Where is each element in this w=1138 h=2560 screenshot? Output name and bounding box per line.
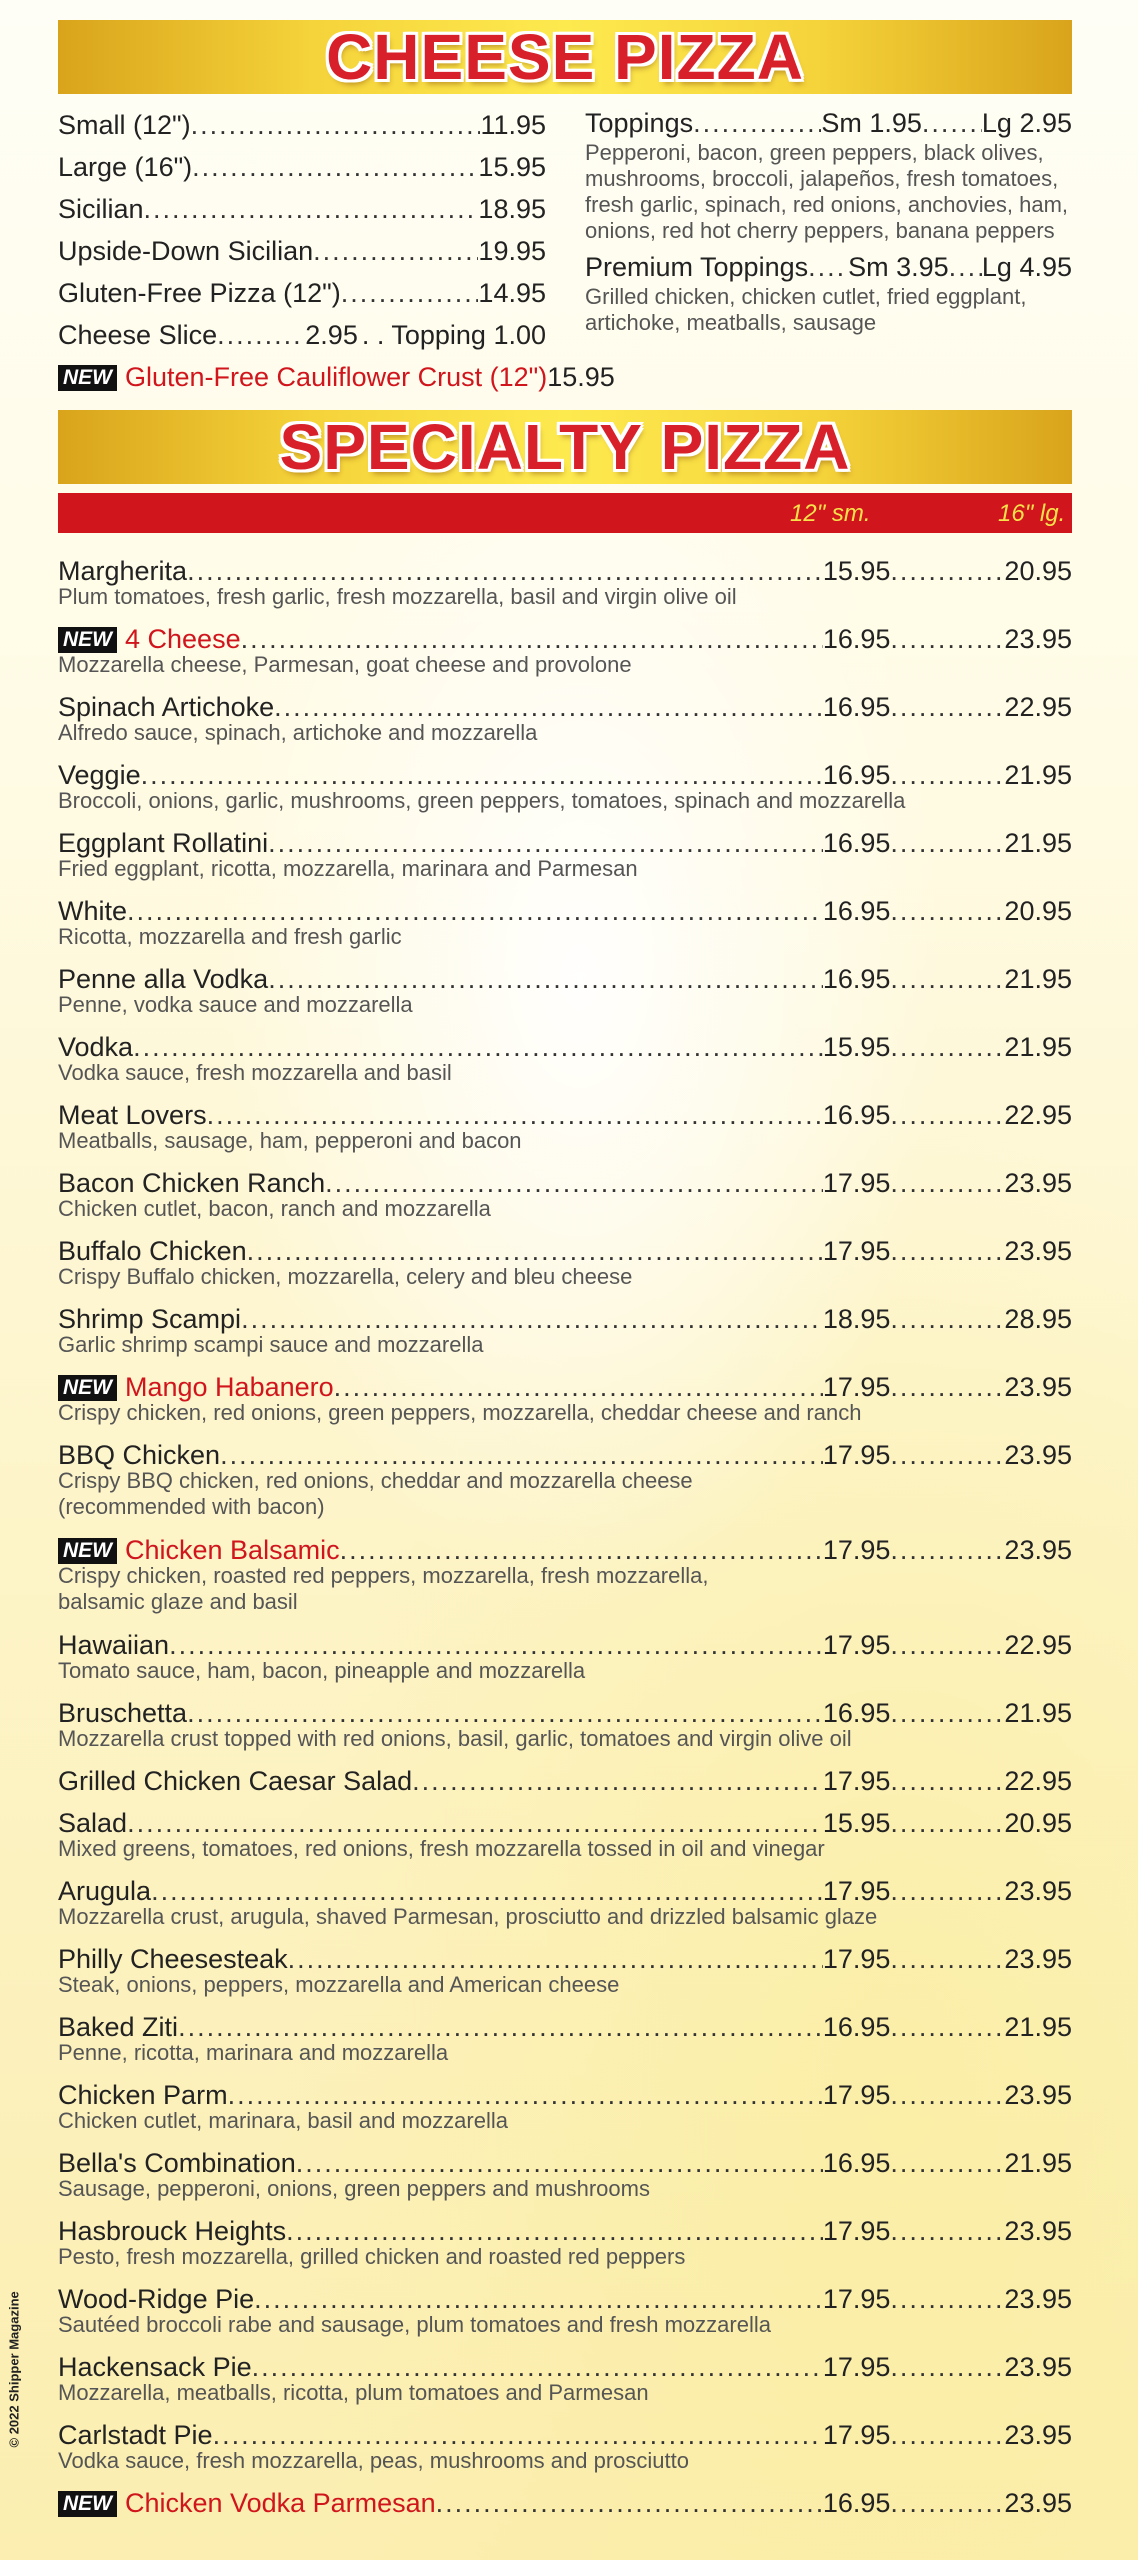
small-price: 17.95 — [822, 2420, 891, 2450]
item-description: Sautéed broccoli rabe and sausage, plum tomatoes and fresh mozzarella — [58, 2312, 771, 2337]
new-badge: NEW — [58, 627, 117, 653]
item-name: Arugula — [58, 1876, 152, 1906]
large-price: 23.95 — [1004, 624, 1072, 654]
item-description: Plum tomatoes, fresh garlic, fresh mozzarella, basil and virgin olive oil — [58, 584, 737, 609]
small-price: 16.95 — [822, 1698, 891, 1728]
small-price: 17.95 — [822, 1630, 891, 1660]
menu-item-row — [58, 194, 546, 226]
item-price: 18.95 — [478, 194, 546, 224]
small-price: 15.95 — [822, 1808, 891, 1838]
new-badge: NEW — [58, 1538, 117, 1564]
large-price: 21.95 — [1004, 2148, 1072, 2178]
item-name: Upside-Down Sicilian — [58, 236, 314, 266]
premium-toppings-row — [585, 252, 1072, 284]
item-name: Chicken Balsamic — [125, 1535, 340, 1565]
item-description: Crispy BBQ chicken, red onions, cheddar and mozzarella cheese — [58, 1468, 693, 1493]
item-name: Large (16") — [58, 152, 193, 182]
item-name: Chicken Vodka Parmesan — [125, 2488, 436, 2518]
item-name: Bacon Chicken Ranch — [58, 1168, 326, 1198]
item-name: Cheese Slice — [58, 320, 218, 350]
item-name: Buffalo Chicken — [58, 1236, 247, 1266]
small-price: 16.95 — [822, 760, 891, 790]
specialty-item-row — [58, 1766, 1072, 1798]
item-name: Spinach Artichoke — [58, 692, 275, 722]
large-price: 23.95 — [1004, 2284, 1072, 2314]
small-price: 17.95 — [822, 2216, 891, 2246]
large-price: 21.95 — [1004, 2012, 1072, 2042]
item-price: 19.95 — [478, 236, 546, 266]
item-name: Veggie — [58, 760, 141, 790]
item-name: Vodka — [58, 1032, 134, 1062]
item-name: Eggplant Rollatini — [58, 828, 269, 858]
item-name: Sicilian — [58, 194, 144, 224]
item-name: Bruschetta — [58, 1698, 188, 1728]
large-price: 21.95 — [1004, 760, 1072, 790]
large-price: 23.95 — [1004, 1535, 1072, 1565]
item-name: Grilled Chicken Caesar Salad — [58, 1766, 413, 1796]
specialty-pizza-title: SPECIALTY PIZZA — [279, 411, 851, 483]
small-price: 17.95 — [822, 1535, 891, 1565]
small-price: 16.95 — [822, 1100, 891, 1130]
small-price: 16.95 — [822, 624, 891, 654]
premium-toppings-title: Premium Toppings — [585, 252, 809, 282]
item-name: Gluten-Free Pizza (12") — [58, 278, 341, 308]
menu-item-row — [58, 278, 546, 310]
large-price: 23.95 — [1004, 1236, 1072, 1266]
large-price: 22.95 — [1004, 692, 1072, 722]
toppings-lg-price: Lg 2.95 — [981, 108, 1072, 138]
item-description: Pesto, fresh mozzarella, grilled chicken and roasted red peppers — [58, 2244, 686, 2269]
item-description: Crispy chicken, roasted red peppers, mozzarella, fresh mozzarella, — [58, 1563, 709, 1588]
item-description: Sausage, pepperoni, onions, green peppers and mushrooms — [58, 2176, 650, 2201]
menu-item-row — [58, 362, 615, 394]
item-name: Bella's Combination — [58, 2148, 296, 2178]
large-price: 23.95 — [1004, 2080, 1072, 2110]
item-description: Mozzarella cheese, Parmesan, goat cheese and provolone — [58, 652, 632, 677]
small-price: 17.95 — [822, 1944, 891, 1974]
item-name: Penne alla Vodka — [58, 964, 269, 994]
item-price: 2.95 — [305, 320, 358, 350]
item-name: Carlstadt Pie — [58, 2420, 213, 2450]
item-name: White — [58, 896, 128, 926]
large-price: 21.95 — [1004, 1698, 1072, 1728]
item-name: Wood-Ridge Pie — [58, 2284, 255, 2314]
small-price: 17.95 — [822, 1372, 891, 1402]
menu-item-row — [58, 110, 546, 142]
size-header-bar — [58, 493, 1072, 533]
item-description: Chicken cutlet, bacon, ranch and mozzarella — [58, 1196, 491, 1221]
item-description: Crispy Buffalo chicken, mozzarella, celery and bleu cheese — [58, 1264, 633, 1289]
item-description: Vodka sauce, fresh mozzarella, peas, mushrooms and prosciutto — [58, 2448, 689, 2473]
toppings-sm-price: Sm 1.95 — [821, 108, 922, 138]
large-price: 20.95 — [1004, 1808, 1072, 1838]
large-price: 22.95 — [1004, 1630, 1072, 1660]
item-name: Hackensack Pie — [58, 2352, 252, 2382]
item-description: Garlic shrimp scampi sauce and mozzarella — [58, 1332, 484, 1357]
item-name: Meat Lovers — [58, 1100, 207, 1130]
large-price: 28.95 — [1004, 1304, 1072, 1334]
item-name: BBQ Chicken — [58, 1440, 221, 1470]
item-description: Alfredo sauce, spinach, artichoke and mozzarella — [58, 720, 538, 745]
large-price: 21.95 — [1004, 964, 1072, 994]
small-price: 17.95 — [822, 2080, 891, 2110]
premium-toppings-lg-price: Lg 4.95 — [981, 252, 1072, 282]
large-price: 21.95 — [1004, 1032, 1072, 1062]
small-price: 17.95 — [822, 1168, 891, 1198]
small-price: 16.95 — [822, 692, 891, 722]
item-name: Hawaiian — [58, 1630, 170, 1660]
large-price: 23.95 — [1004, 2216, 1072, 2246]
large-price: 23.95 — [1004, 1440, 1072, 1470]
item-description: Steak, onions, peppers, mozzarella and American cheese — [58, 1972, 620, 1997]
item-price: 11.95 — [480, 110, 546, 140]
large-price: 23.95 — [1004, 2352, 1072, 2382]
item-name: Philly Cheesesteak — [58, 1944, 288, 1974]
toppings-description: Pepperoni, bacon, green peppers, black olives, mushrooms, broccoli, jalapeños, fresh tomatoes, fresh garlic, spinach, red onions, anchovies, ham, onions, red hot cherry peppers, banana peppers — [585, 140, 1069, 243]
item-description: Vodka sauce, fresh mozzarella and basil — [58, 1060, 452, 1085]
item-description-continued: (recommended with bacon) — [58, 1494, 325, 1519]
copyright-text: © 2022 Shipper Magazine — [6, 2291, 22, 2448]
item-description: Crispy chicken, red onions, green peppers, mozzarella, cheddar cheese and ranch — [58, 1400, 862, 1425]
small-price: 15.95 — [822, 556, 891, 586]
large-price: 23.95 — [1004, 1876, 1072, 1906]
small-price: 16.95 — [822, 2148, 891, 2178]
item-description: Chicken cutlet, marinara, basil and mozzarella — [58, 2108, 508, 2133]
small-price: 16.95 — [822, 896, 891, 926]
large-size-label: 16" lg. — [998, 500, 1066, 527]
item-name: Hasbrouck Heights — [58, 2216, 287, 2246]
item-description: Mozzarella, meatballs, ricotta, plum tomatoes and Parmesan — [58, 2380, 649, 2405]
new-badge: NEW — [58, 1375, 117, 1401]
specialty-pizza-banner — [58, 410, 1072, 484]
small-price: 15.95 — [822, 1032, 891, 1062]
large-price: 23.95 — [1004, 2488, 1072, 2518]
small-price: 17.95 — [822, 2352, 891, 2382]
menu-item-row — [58, 236, 546, 268]
premium-toppings-description: Grilled chicken, chicken cutlet, fried eggplant, artichoke, meatballs, sausage — [585, 284, 1027, 335]
small-price: 17.95 — [822, 2284, 891, 2314]
premium-toppings-sm-price: Sm 3.95 — [848, 252, 949, 282]
large-price: 22.95 — [1004, 1766, 1072, 1796]
item-price: 14.95 — [478, 278, 546, 308]
item-price: 15.95 — [478, 152, 546, 182]
item-description: Tomato sauce, ham, bacon, pineapple and mozzarella — [58, 1658, 586, 1683]
large-price: 20.95 — [1004, 896, 1072, 926]
topping-extra-price: . . Topping 1.00 — [361, 320, 546, 350]
small-price: 16.95 — [822, 2488, 891, 2518]
small-price: 17.95 — [822, 1876, 891, 1906]
large-price: 20.95 — [1004, 556, 1072, 586]
item-description: Mozzarella crust, arugula, shaved Parmesan, prosciutto and drizzled balsamic glaze — [58, 1904, 878, 1929]
item-description: Mozzarella crust topped with red onions, basil, garlic, tomatoes and virgin olive oil — [58, 1726, 852, 1751]
item-name: Baked Ziti — [58, 2012, 179, 2042]
small-price: 17.95 — [822, 1440, 891, 1470]
small-size-label: 12" sm. — [790, 500, 871, 527]
item-description: Meatballs, sausage, ham, pepperoni and bacon — [58, 1128, 522, 1153]
item-description: Fried eggplant, ricotta, mozzarella, marinara and Parmesan — [58, 856, 638, 881]
large-price: 23.95 — [1004, 1168, 1072, 1198]
item-description: Ricotta, mozzarella and fresh garlic — [58, 924, 402, 949]
small-price: 17.95 — [822, 1766, 891, 1796]
new-badge: NEW — [58, 365, 117, 391]
small-price: 18.95 — [822, 1304, 891, 1334]
large-price: 23.95 — [1004, 2420, 1072, 2450]
small-price: 16.95 — [822, 828, 891, 858]
toppings-section — [585, 108, 1072, 336]
specialty-item-row — [58, 2488, 1072, 2520]
item-price: 15.95 — [547, 362, 615, 392]
large-price: 22.95 — [1004, 1100, 1072, 1130]
item-description: Penne, ricotta, marinara and mozzarella — [58, 2040, 449, 2065]
item-description: Broccoli, onions, garlic, mushrooms, green peppers, tomatoes, spinach and mozzarella — [58, 788, 906, 813]
item-description: Mixed greens, tomatoes, red onions, fresh mozzarella tossed in oil and vinegar — [58, 1836, 825, 1861]
item-name: Salad — [58, 1808, 128, 1838]
item-name: Margherita — [58, 556, 188, 586]
menu-item-row — [58, 152, 546, 184]
small-price: 17.95 — [822, 1236, 891, 1266]
item-name: 4 Cheese — [125, 624, 241, 654]
item-name: Chicken Parm — [58, 2080, 228, 2110]
item-description: Penne, vodka sauce and mozzarella — [58, 992, 413, 1017]
menu-item-row — [58, 320, 546, 352]
small-price: 16.95 — [822, 2012, 891, 2042]
toppings-title: Toppings — [585, 108, 694, 138]
item-name: Mango Habanero — [125, 1372, 334, 1402]
item-description-continued: balsamic glaze and basil — [58, 1589, 298, 1614]
item-name: Shrimp Scampi — [58, 1304, 242, 1334]
small-price: 16.95 — [822, 964, 891, 994]
toppings-row — [585, 108, 1072, 140]
large-price: 21.95 — [1004, 828, 1072, 858]
item-name: Gluten-Free Cauliflower Crust (12") — [125, 362, 548, 392]
item-name: Small (12") — [58, 110, 191, 140]
new-badge: NEW — [58, 2491, 117, 2517]
large-price: 23.95 — [1004, 1372, 1072, 1402]
cheese-pizza-title: CHEESE PIZZA — [326, 21, 804, 93]
large-price: 23.95 — [1004, 1944, 1072, 1974]
cheese-pizza-banner — [58, 20, 1072, 94]
